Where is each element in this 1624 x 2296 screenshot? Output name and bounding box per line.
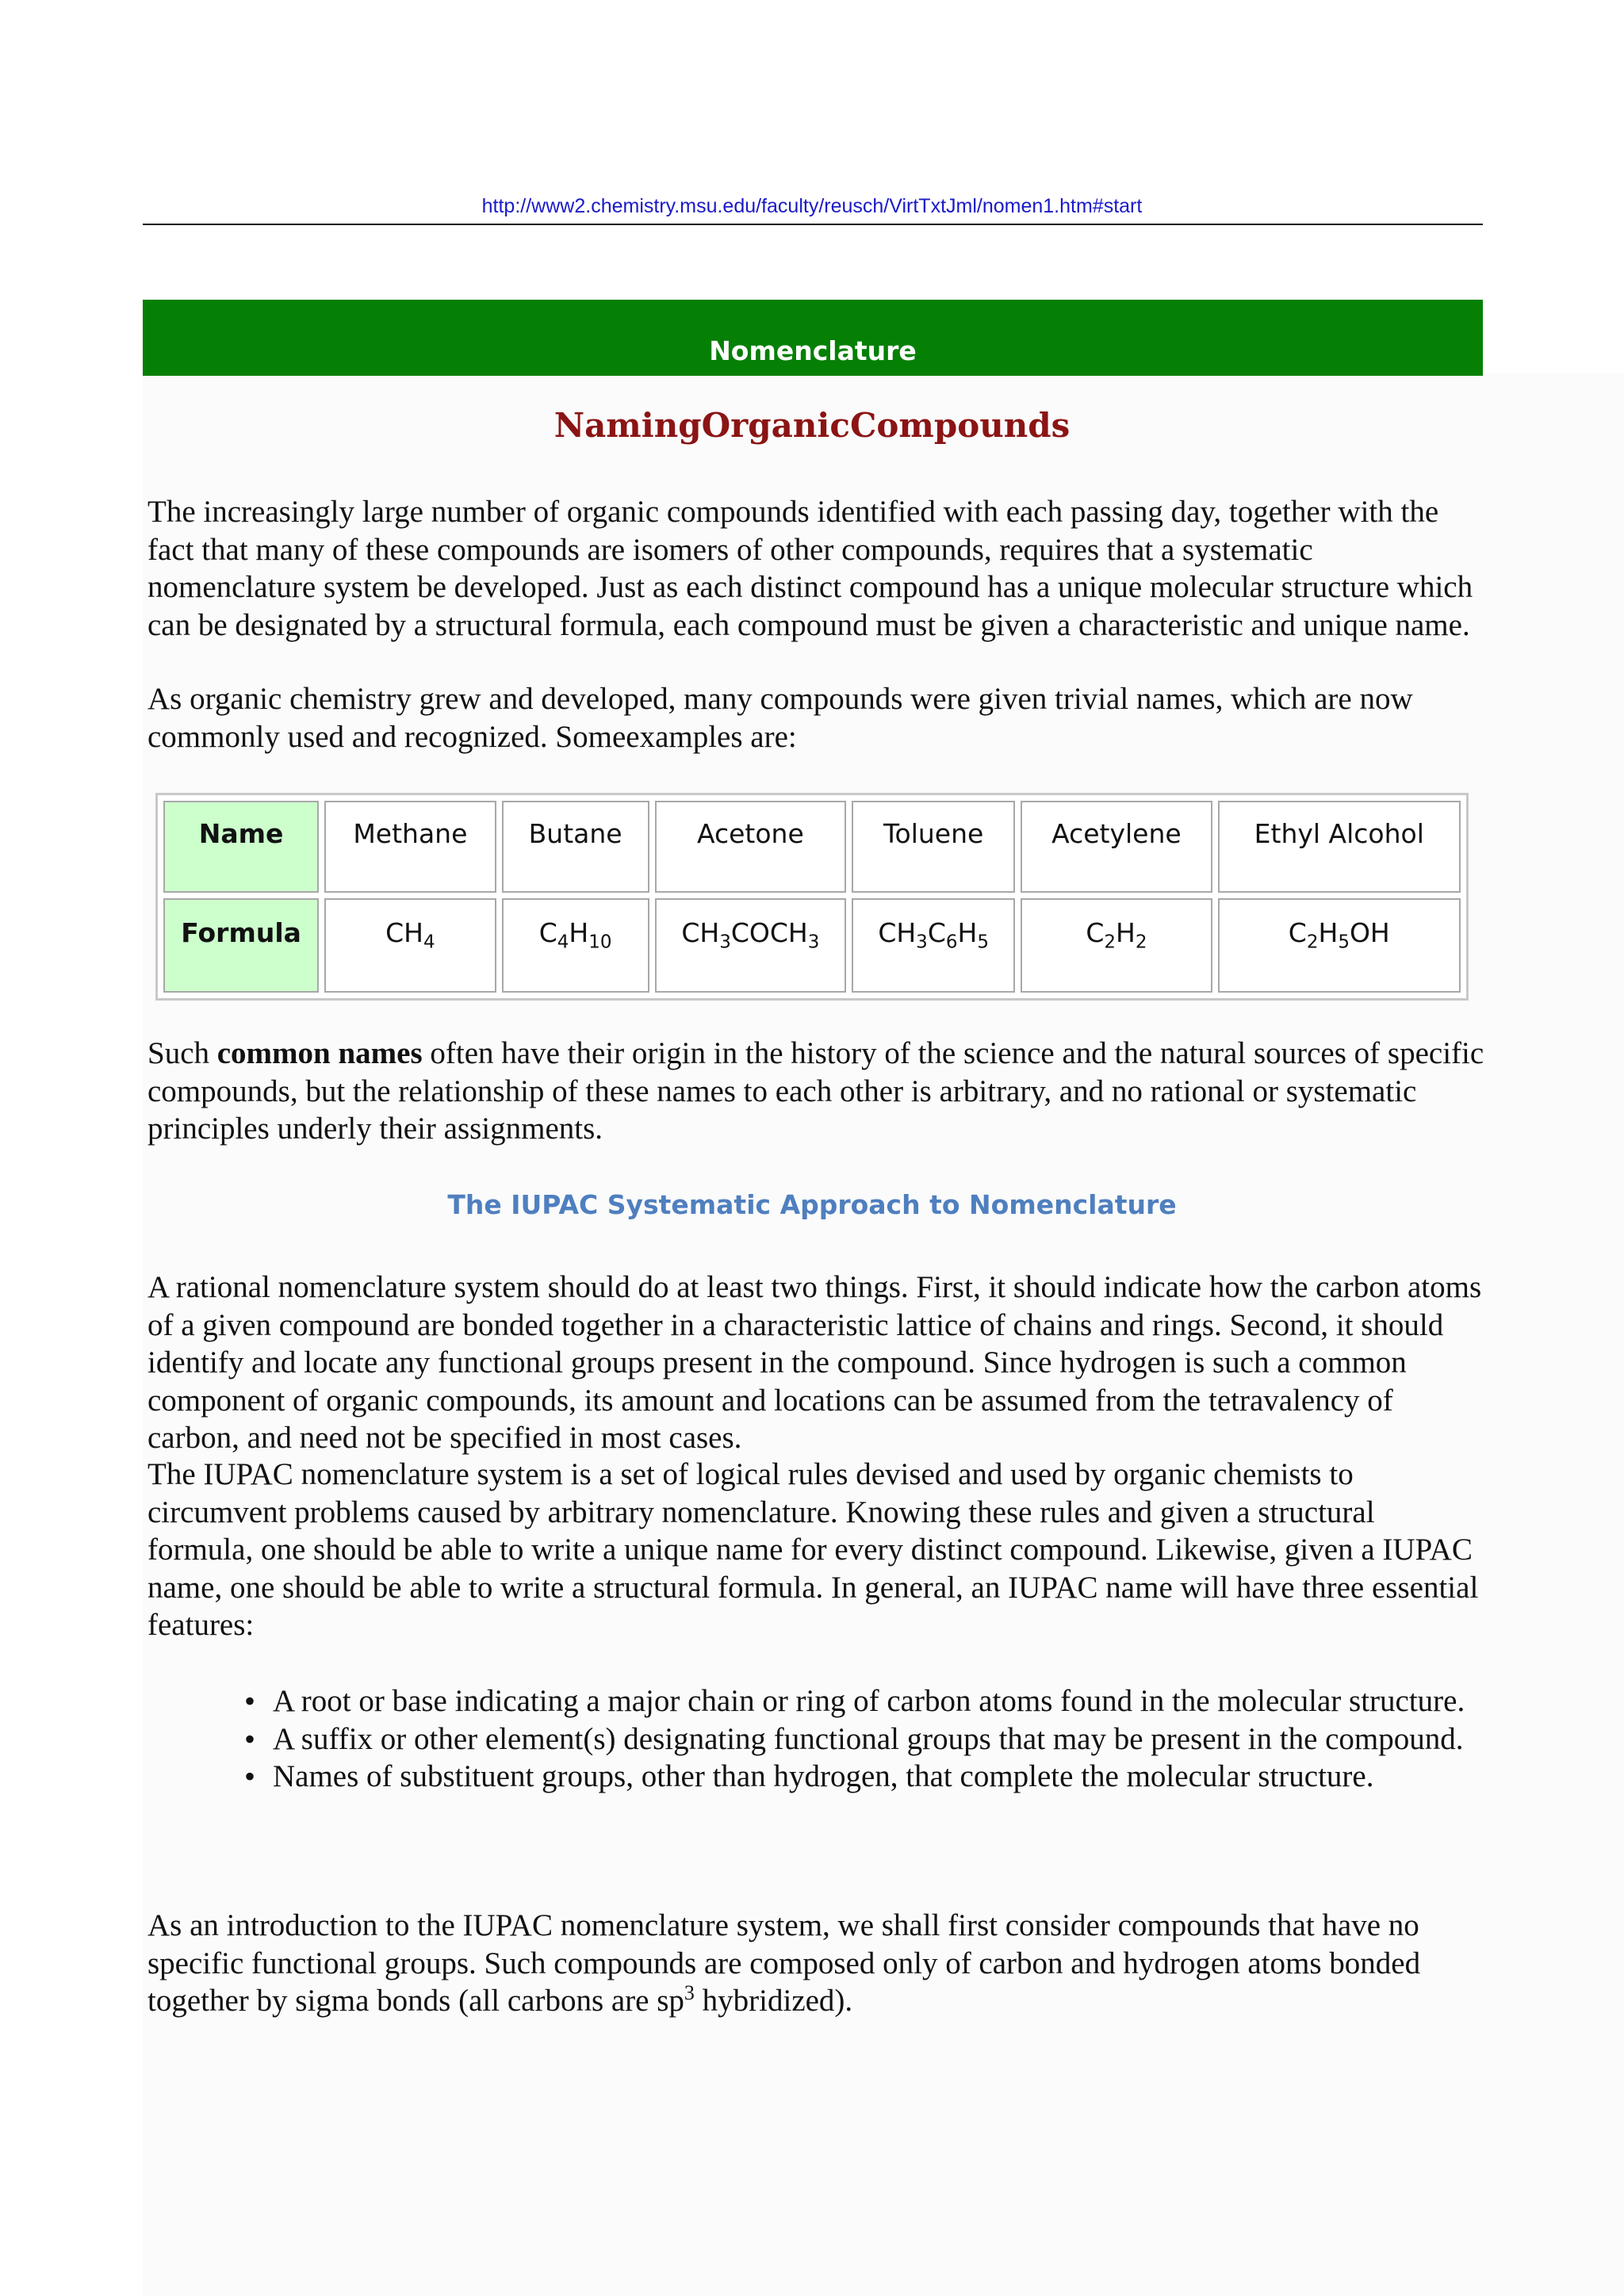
compound-name-cell: Acetone [655, 801, 846, 893]
feature-text: A suffix or other element(s) designating functional groups that may be present in the compound. [273, 1721, 1464, 1756]
closing-tail: hybridized). [694, 1984, 853, 2018]
compound-name-cell: Acetylene [1021, 801, 1212, 893]
compound-name-cell: Toluene [852, 801, 1015, 893]
compound-formula-cell [655, 898, 846, 993]
common-names-rest: often have their origin in the history of the science and the natural sources of specific compounds, but the relationship of these names to each other is arbitrary, and no rational or systematic principles underly their assignments. [147, 1036, 1484, 1146]
bullet-icon: • [244, 1758, 256, 1794]
formula-element: C [927, 917, 946, 949]
common-names-paragraph [147, 1035, 1488, 1148]
list-item [244, 1682, 1481, 1720]
list-item [244, 1720, 1481, 1758]
formula-element: CH [681, 917, 720, 949]
compound-formula-cell [324, 898, 496, 993]
formula-subscript: 2 [1306, 932, 1319, 954]
formula-element: H [569, 917, 589, 949]
formula-subscript: 4 [557, 932, 569, 954]
formula-element: H [1318, 917, 1339, 949]
formula-subscript: 10 [588, 932, 612, 954]
section-banner [143, 300, 1483, 376]
bullet-icon: • [244, 1683, 256, 1719]
formula-subscript: 5 [1338, 932, 1350, 954]
compound-name-cell: Ethyl Alcohol [1218, 801, 1461, 893]
iupac-paragraph-1: A rational nomenclature system should do at least two things. First, it should indicate how the carbon atoms of a given compound are bonded together in a characteristic lattice of chains and rings. Second, it should identify and locate any functional groups present in the compound. Since hydrogen is such a common component of organic compounds, its amount and locations can be assumed from the tetravalency of carbon, and need not be specified in most cases. [147, 1270, 1482, 1455]
formula-subscript: 3 [807, 932, 820, 954]
closing-paragraph [147, 1907, 1488, 2020]
formula-element: OH [1349, 917, 1390, 949]
table-row-names [163, 801, 1461, 893]
bullet-icon: • [244, 1720, 256, 1757]
page-title: NamingOrganicCompounds [553, 406, 1071, 445]
compound-formula-cell [1218, 898, 1461, 993]
formula-subscript: 3 [916, 932, 928, 954]
formula-subscript: 6 [945, 932, 958, 954]
section-heading: The IUPAC Systematic Approach to Nomenclature [447, 1189, 1177, 1220]
compound-name-cell: Butane [502, 801, 649, 893]
compound-name-cell: Methane [324, 801, 496, 893]
formula-element: C [538, 917, 557, 949]
common-names-prefix: Such [147, 1036, 217, 1070]
feature-text: Names of substituent groups, other than hydrogen, that complete the molecular structure. [273, 1759, 1374, 1793]
compound-formula-cell [1021, 898, 1212, 993]
compound-formula-cell [852, 898, 1015, 993]
formula-element: H [1116, 917, 1136, 949]
formula-subscript: 3 [719, 932, 731, 954]
common-names-bold: common names [216, 1036, 423, 1070]
header-divider [143, 224, 1483, 225]
name-header-cell: Name [163, 801, 319, 893]
iupac-paragraph-2: The IUPAC nomenclature system is a set of logical rules devised and used by organic chemists to circumvent problems caused by arbitrary nomenclature. Knowing these rules and given a structural formula, one should be able to write a unique name for every distinct compound. Likewise, given a IUPAC name, one should be able to write a structural formula. In general, an IUPAC name will have three essential features: [147, 1457, 1479, 1642]
formula-element: C [1086, 917, 1105, 949]
formula-header-cell: Formula [163, 898, 319, 993]
intro-paragraph-1: The increasingly large number of organic compounds identified with each passing day, together with the fact that many of these compounds are isomers of other compounds, requires that a systematic nomenclature system be developed. Just as each distinct compound has a unique molecular structure which can be designated by a structural formula, each compound must be given a characteristic and unique name. [147, 495, 1473, 642]
closing-superscript: 3 [684, 1981, 695, 2004]
list-item [244, 1758, 1481, 1796]
intro-paragraph-2: As organic chemistry grew and developed, many compounds were given trivial names, which are now commonly used and recognized. Someexamples are: [147, 682, 1413, 754]
formula-element: CH [878, 917, 917, 949]
formula-element: CH [385, 917, 423, 949]
formula-subscript: 2 [1135, 932, 1147, 954]
common-names-table [155, 793, 1469, 1001]
table-row-formulas [163, 898, 1461, 993]
formula-subscript: 4 [423, 932, 435, 954]
closing-text: As an introduction to the IUPAC nomenclature system, we shall first consider compounds that have no specific functional groups. Such compounds are composed only of carbon and hydrogen atoms bonded together by sigma bonds (all carbons are sp [147, 1908, 1421, 2018]
formula-element: COCH [730, 917, 808, 949]
formula-subscript: 2 [1104, 932, 1116, 954]
source-url-link[interactable]: http://www2.chemistry.msu.edu/faculty/reusch/VirtTxtJml/nomen1.htm#start [481, 195, 1143, 217]
formula-subscript: 5 [977, 932, 989, 954]
compound-formula-cell [502, 898, 649, 993]
formula-element: H [957, 917, 978, 949]
banner-title: Nomenclature [709, 335, 917, 366]
feature-text: A root or base indicating a major chain or ring of carbon atoms found in the molecular structure. [273, 1684, 1465, 1718]
features-list [244, 1682, 1481, 1796]
formula-element: C [1288, 917, 1307, 949]
